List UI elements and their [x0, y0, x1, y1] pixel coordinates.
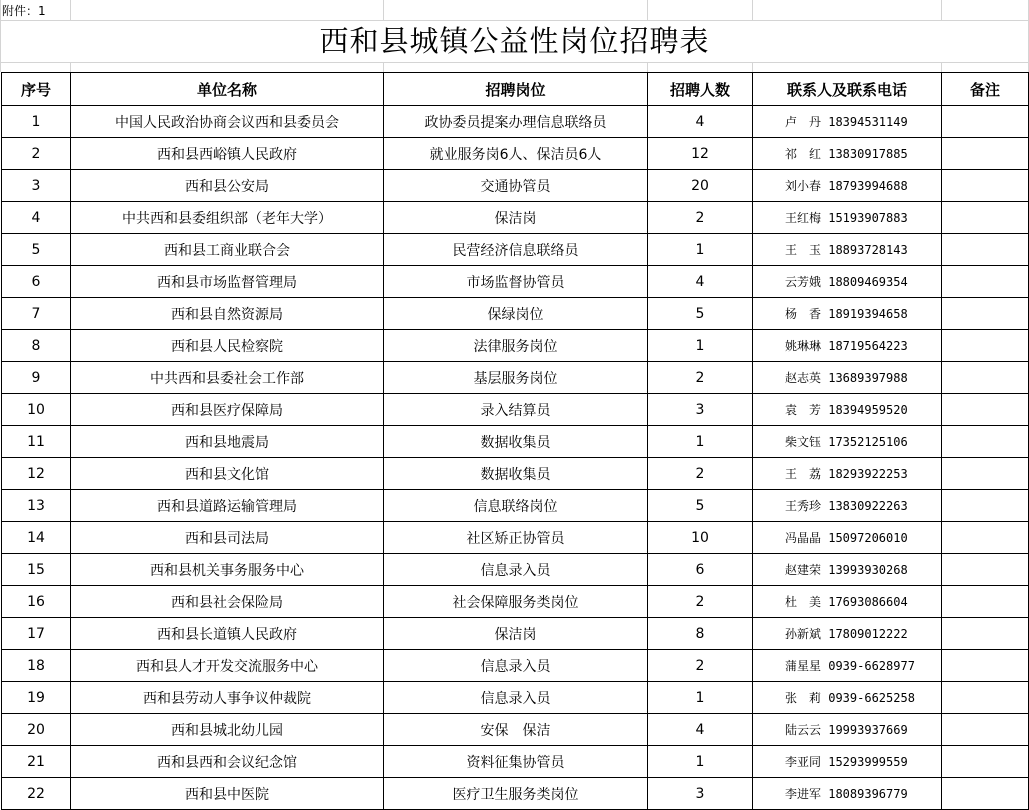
cell-unit-name[interactable]: 西和县道路运输管理局: [71, 490, 384, 522]
cell-headcount[interactable]: 10: [648, 522, 753, 554]
table-row: [2, 490, 1029, 522]
cell-headcount[interactable]: 1: [648, 746, 753, 778]
cell-remarks[interactable]: [942, 778, 1029, 810]
cell-index[interactable]: 22: [2, 778, 71, 810]
cell-headcount[interactable]: 20: [648, 170, 753, 202]
cell-unit-name[interactable]: 西和县人才开发交流服务中心: [71, 650, 384, 682]
page-title: 西和县城镇公益性岗位招聘表: [319, 24, 710, 58]
cell-headcount[interactable]: 4: [648, 714, 753, 746]
cell-index[interactable]: 9: [2, 362, 71, 394]
cell-headcount[interactable]: 8: [648, 618, 753, 650]
cell-headcount[interactable]: 5: [648, 490, 753, 522]
table-row: [2, 234, 1029, 266]
cell-index[interactable]: 5: [2, 234, 71, 266]
cell-position[interactable]: 保洁岗: [384, 202, 648, 234]
cell-index[interactable]: 2: [2, 138, 71, 170]
cell-position[interactable]: 政协委员提案办理信息联络员: [384, 106, 648, 138]
cell-headcount[interactable]: 2: [648, 586, 753, 618]
cell-index[interactable]: 16: [2, 586, 71, 618]
cell-remarks[interactable]: [942, 490, 1029, 522]
cell-remarks[interactable]: [942, 426, 1029, 458]
cell-headcount[interactable]: 1: [648, 330, 753, 362]
cell-remarks[interactable]: [942, 714, 1029, 746]
header-position[interactable]: 招聘岗位: [384, 73, 648, 106]
cell-remarks[interactable]: [942, 266, 1029, 298]
table-row: [2, 170, 1029, 202]
cell-headcount[interactable]: 1: [648, 234, 753, 266]
cell-unit-name[interactable]: 中国人民政治协商会议西和县委员会: [71, 106, 384, 138]
cell-contact[interactable]: 祁 红 13830917885: [753, 138, 942, 170]
cell-position[interactable]: 基层服务岗位: [384, 362, 648, 394]
cell-position[interactable]: 社区矫正协管员: [384, 522, 648, 554]
cell-unit-name[interactable]: 西和县中医院: [71, 778, 384, 810]
cell-position[interactable]: 录入结算员: [384, 394, 648, 426]
cell-index[interactable]: 4: [2, 202, 71, 234]
cell-contact[interactable]: 蒲星星 0939-6628977: [753, 650, 942, 682]
cell-unit-name[interactable]: 西和县医疗保障局: [71, 394, 384, 426]
cell-unit-name[interactable]: 西和县自然资源局: [71, 298, 384, 330]
cell-index[interactable]: 6: [2, 266, 71, 298]
cell-position[interactable]: 保绿岗位: [384, 298, 648, 330]
table-row: [2, 362, 1029, 394]
table-row: [2, 202, 1029, 234]
cell-position[interactable]: 就业服务岗6人、保洁员6人: [384, 138, 648, 170]
table-row: [2, 746, 1029, 778]
header-index[interactable]: 序号: [2, 73, 71, 106]
cell-contact[interactable]: 王红梅 15193907883: [753, 202, 942, 234]
cell-headcount[interactable]: 1: [648, 682, 753, 714]
cell-position[interactable]: 数据收集员: [384, 458, 648, 490]
cell-remarks[interactable]: [942, 138, 1029, 170]
header-remarks[interactable]: 备注: [942, 73, 1029, 106]
cell-headcount[interactable]: 3: [648, 394, 753, 426]
cell-contact[interactable]: 王秀珍 13830922263: [753, 490, 942, 522]
cell-index[interactable]: 21: [2, 746, 71, 778]
table-row: [2, 330, 1029, 362]
cell-position[interactable]: 资料征集协管员: [384, 746, 648, 778]
cell-index[interactable]: 19: [2, 682, 71, 714]
cell-contact[interactable]: 赵建荣 13993930268: [753, 554, 942, 586]
cell-position[interactable]: 信息录入员: [384, 554, 648, 586]
cell-position[interactable]: 医疗卫生服务类岗位: [384, 778, 648, 810]
cell-contact[interactable]: 柴文钰 17352125106: [753, 426, 942, 458]
cell-contact[interactable]: 杨 香 18919394658: [753, 298, 942, 330]
attachment-label: 附件：1: [2, 4, 46, 18]
cell-unit-name[interactable]: 西和县城北幼儿园: [71, 714, 384, 746]
cell-position[interactable]: 社会保障服务类岗位: [384, 586, 648, 618]
cell-remarks[interactable]: [942, 106, 1029, 138]
cell-index[interactable]: 13: [2, 490, 71, 522]
cell-unit-name[interactable]: 西和县市场监督管理局: [71, 266, 384, 298]
cell-position[interactable]: 法律服务岗位: [384, 330, 648, 362]
cell-remarks[interactable]: [942, 618, 1029, 650]
cell-remarks[interactable]: [942, 682, 1029, 714]
cell-index[interactable]: 3: [2, 170, 71, 202]
cell-index[interactable]: 20: [2, 714, 71, 746]
cell-index[interactable]: 7: [2, 298, 71, 330]
header-unit-name[interactable]: 单位名称: [71, 73, 384, 106]
cell-unit-name[interactable]: 西和县公安局: [71, 170, 384, 202]
table-row: [2, 618, 1029, 650]
cell-contact[interactable]: 王 玉 18893728143: [753, 234, 942, 266]
cell-unit-name[interactable]: 西和县社会保险局: [71, 586, 384, 618]
cell-index[interactable]: 17: [2, 618, 71, 650]
cell-headcount[interactable]: 2: [648, 362, 753, 394]
cell-position[interactable]: 市场监督协管员: [384, 266, 648, 298]
cell-unit-name[interactable]: 西和县劳动人事争议仲裁院: [71, 682, 384, 714]
table-header-row: [2, 73, 1029, 106]
cell-contact[interactable]: 刘小春 18793994688: [753, 170, 942, 202]
cell-headcount[interactable]: 12: [648, 138, 753, 170]
cell-index[interactable]: 8: [2, 330, 71, 362]
cell-remarks[interactable]: [942, 362, 1029, 394]
cell-remarks[interactable]: [942, 650, 1029, 682]
cell-contact[interactable]: 孙新斌 17809012222: [753, 618, 942, 650]
cell-position[interactable]: 数据收集员: [384, 426, 648, 458]
cell-position[interactable]: 交通协管员: [384, 170, 648, 202]
cell-contact[interactable]: 赵志英 13689397988: [753, 362, 942, 394]
cell-contact[interactable]: 张 莉 0939-6625258: [753, 682, 942, 714]
cell-unit-name[interactable]: 西和县西峪镇人民政府: [71, 138, 384, 170]
table-row: [2, 458, 1029, 490]
cell-unit-name[interactable]: 西和县工商业联合会: [71, 234, 384, 266]
cell-index[interactable]: 12: [2, 458, 71, 490]
cell-position[interactable]: 信息联络岗位: [384, 490, 648, 522]
cell-remarks[interactable]: [942, 330, 1029, 362]
table-row: [2, 650, 1029, 682]
cell-remarks[interactable]: [942, 394, 1029, 426]
cell-headcount[interactable]: 5: [648, 298, 753, 330]
cell-contact[interactable]: 云芳娥 18809469354: [753, 266, 942, 298]
cell-unit-name[interactable]: 西和县机关事务服务中心: [71, 554, 384, 586]
cell-unit-name[interactable]: 中共西和县委社会工作部: [71, 362, 384, 394]
cell-remarks[interactable]: [942, 746, 1029, 778]
table-row: [2, 778, 1029, 810]
cell-position[interactable]: 信息录入员: [384, 682, 648, 714]
cell-index[interactable]: 14: [2, 522, 71, 554]
cell-unit-name[interactable]: 中共西和县委组织部（老年大学）: [71, 202, 384, 234]
cell-contact[interactable]: 李进军 18089396779: [753, 778, 942, 810]
cell-remarks[interactable]: [942, 298, 1029, 330]
cell-unit-name[interactable]: 西和县司法局: [71, 522, 384, 554]
cell-index[interactable]: 18: [2, 650, 71, 682]
cell-contact[interactable]: 袁 芳 18394959520: [753, 394, 942, 426]
cell-headcount[interactable]: 2: [648, 458, 753, 490]
cell-contact[interactable]: 李亚同 15293999559: [753, 746, 942, 778]
cell-unit-name[interactable]: 西和县文化馆: [71, 458, 384, 490]
cell-headcount[interactable]: 2: [648, 202, 753, 234]
cell-headcount[interactable]: 4: [648, 106, 753, 138]
header-contact[interactable]: 联系人及联系电话: [753, 73, 942, 106]
table-row: [2, 106, 1029, 138]
table-row: [2, 426, 1029, 458]
table-body: [2, 106, 1029, 810]
cell-contact[interactable]: 杜 美 17693086604: [753, 586, 942, 618]
cell-position[interactable]: 安保 保洁: [384, 714, 648, 746]
cell-remarks[interactable]: [942, 458, 1029, 490]
table-row: [2, 714, 1029, 746]
cell-remarks[interactable]: [942, 586, 1029, 618]
cell-contact[interactable]: 姚琳琳 18719564223: [753, 330, 942, 362]
cell-unit-name[interactable]: 西和县西和会议纪念馆: [71, 746, 384, 778]
table-row: [2, 554, 1029, 586]
cell-remarks[interactable]: [942, 522, 1029, 554]
recruitment-table: [1, 72, 1029, 810]
cell-position[interactable]: 民营经济信息联络员: [384, 234, 648, 266]
cell-contact[interactable]: 卢 丹 18394531149: [753, 106, 942, 138]
cell-position[interactable]: 保洁岗: [384, 618, 648, 650]
cell-headcount[interactable]: 6: [648, 554, 753, 586]
cell-index[interactable]: 10: [2, 394, 71, 426]
table-row: [2, 586, 1029, 618]
cell-headcount[interactable]: 1: [648, 426, 753, 458]
cell-unit-name[interactable]: 西和县人民检察院: [71, 330, 384, 362]
cell-index[interactable]: 11: [2, 426, 71, 458]
header-headcount[interactable]: 招聘人数: [648, 73, 753, 106]
cell-unit-name[interactable]: 西和县地震局: [71, 426, 384, 458]
cell-remarks[interactable]: [942, 202, 1029, 234]
cell-headcount[interactable]: 2: [648, 650, 753, 682]
cell-index[interactable]: 1: [2, 106, 71, 138]
cell-position[interactable]: 信息录入员: [384, 650, 648, 682]
cell-headcount[interactable]: 3: [648, 778, 753, 810]
cell-unit-name[interactable]: 西和县长道镇人民政府: [71, 618, 384, 650]
table-row: [2, 682, 1029, 714]
cell-remarks[interactable]: [942, 234, 1029, 266]
table-row: [2, 266, 1029, 298]
cell-remarks[interactable]: [942, 170, 1029, 202]
cell-remarks[interactable]: [942, 554, 1029, 586]
cell-contact[interactable]: 王 荔 18293922253: [753, 458, 942, 490]
table-row: [2, 138, 1029, 170]
cell-index[interactable]: 15: [2, 554, 71, 586]
cell-headcount[interactable]: 4: [648, 266, 753, 298]
table-row: [2, 522, 1029, 554]
cell-contact[interactable]: 冯晶晶 15097206010: [753, 522, 942, 554]
cell-contact[interactable]: 陆云云 19993937669: [753, 714, 942, 746]
table-row: [2, 394, 1029, 426]
table-row: [2, 298, 1029, 330]
